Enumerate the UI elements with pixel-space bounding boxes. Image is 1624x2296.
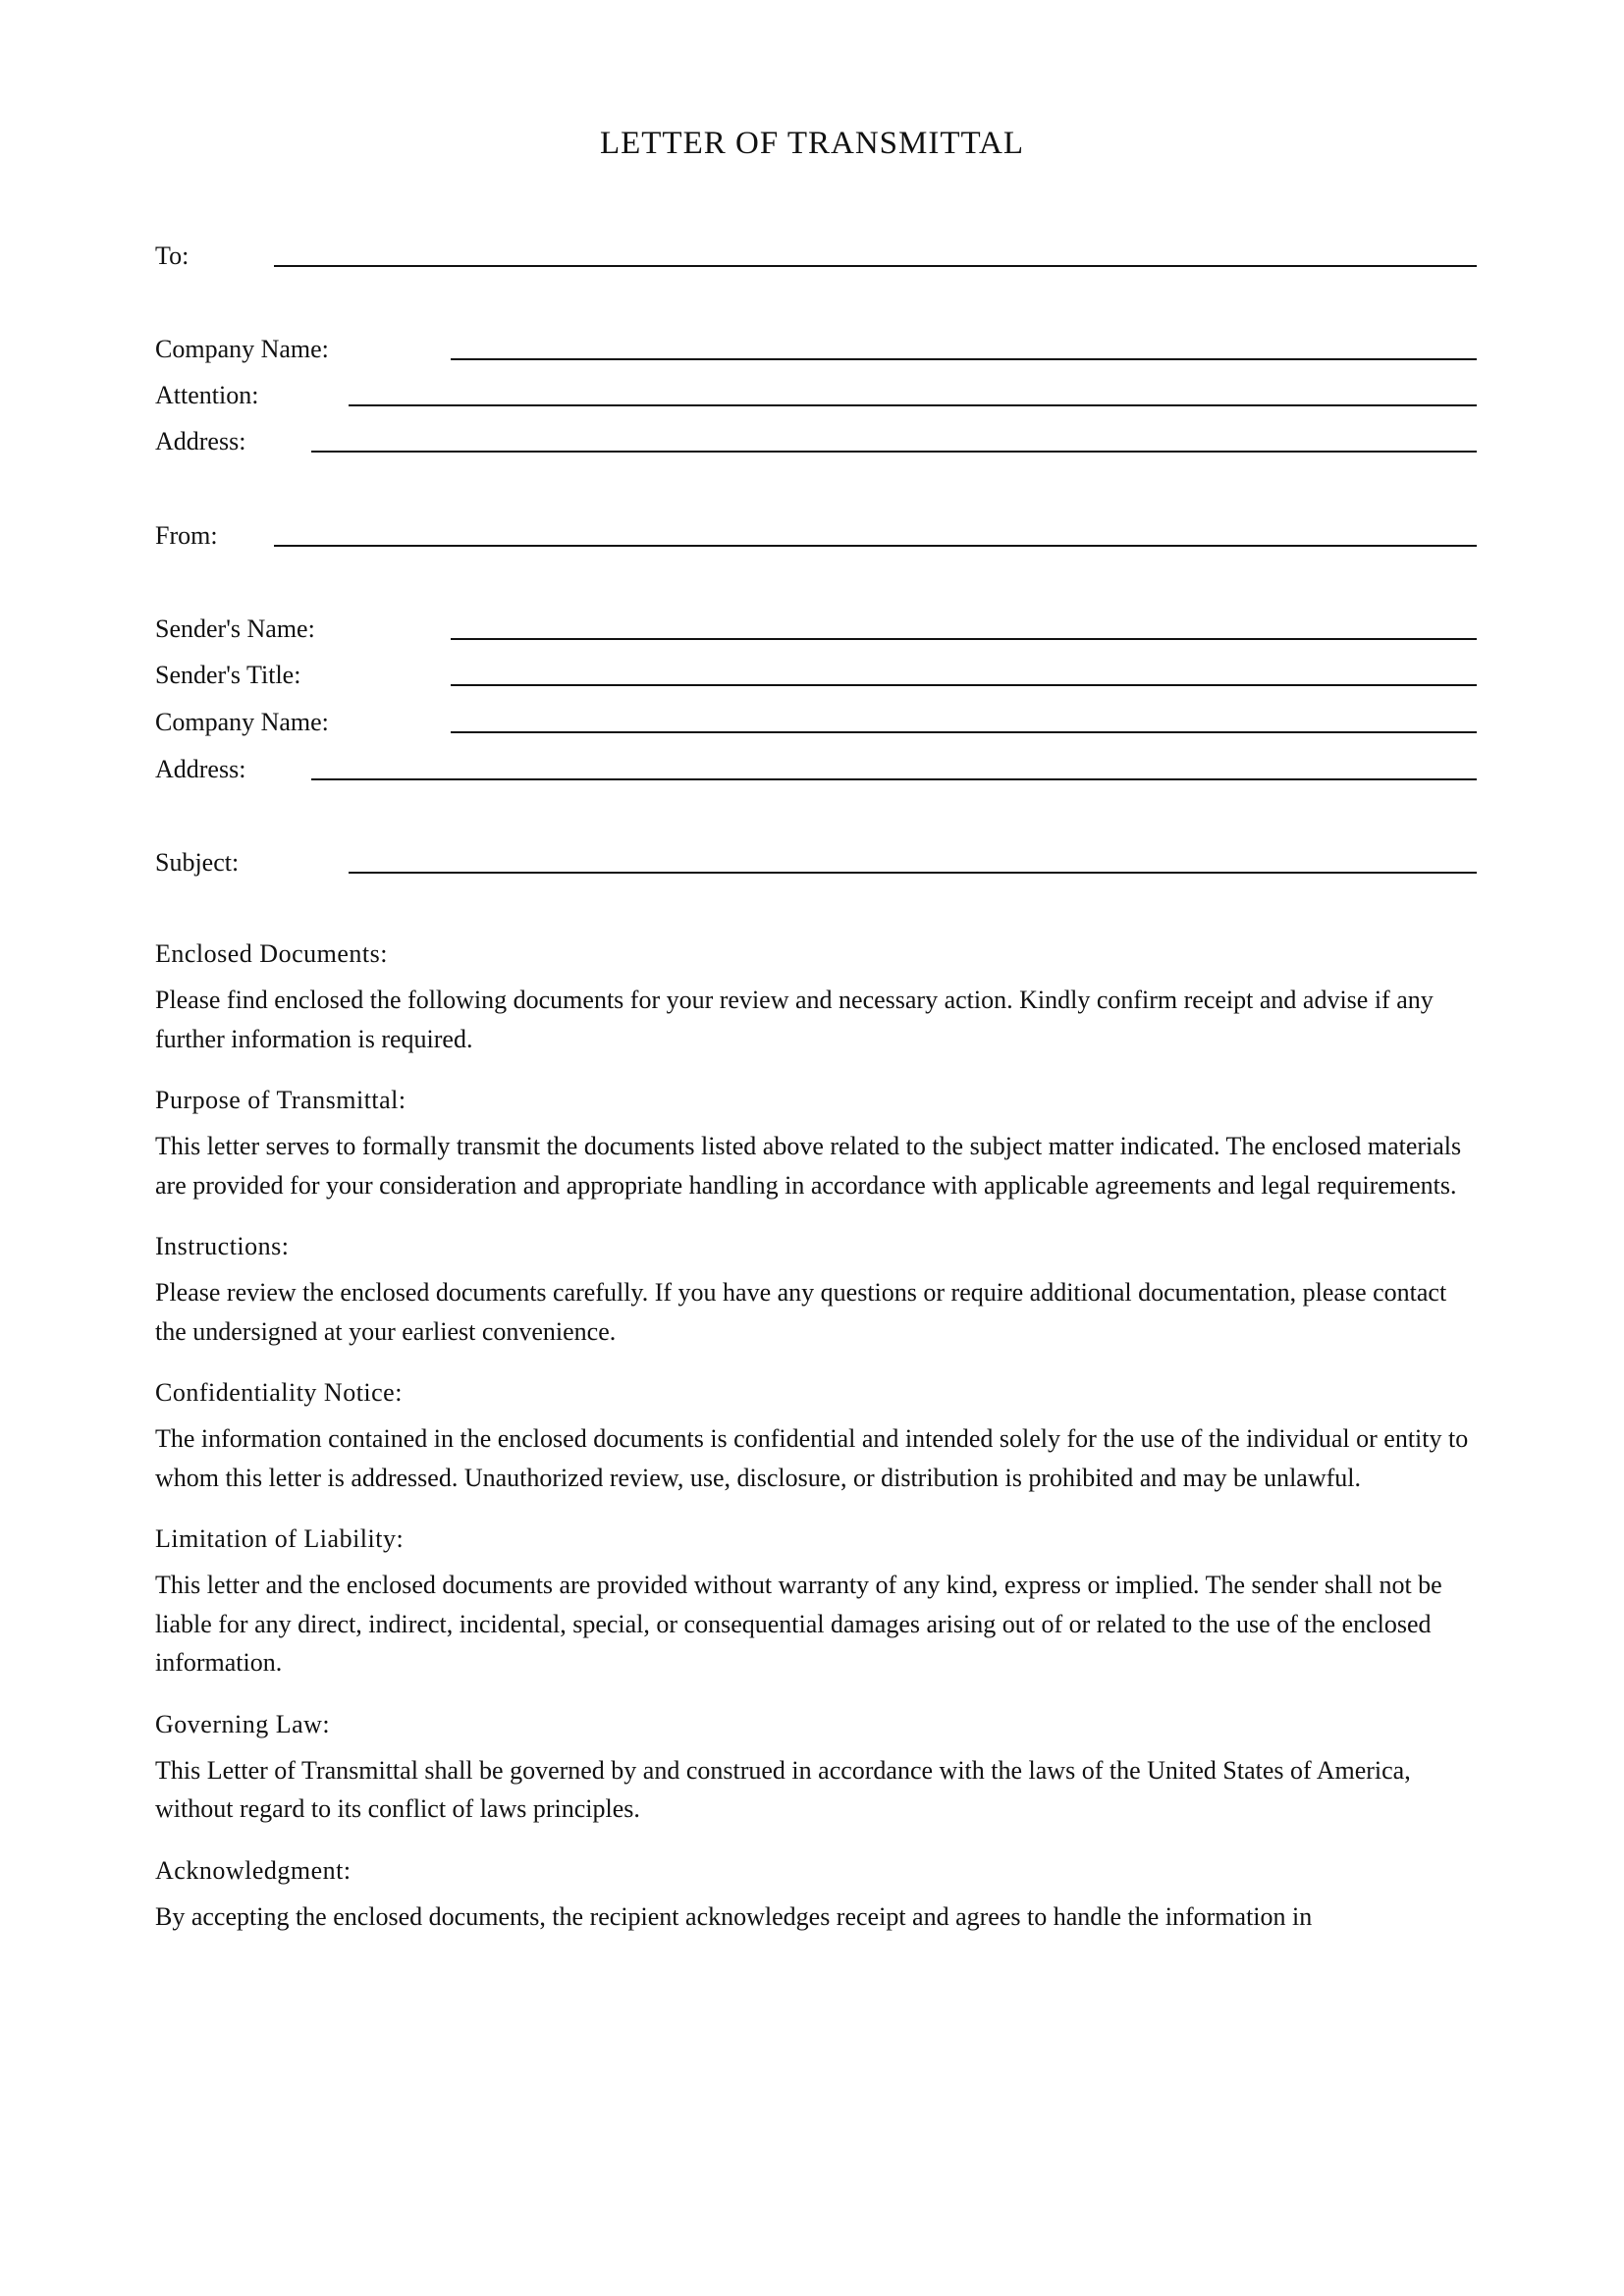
sender-company-field	[155, 702, 1477, 741]
liability-heading: Limitation of Liability:	[155, 1524, 405, 1553]
enclosed-documents-section	[155, 937, 1479, 1058]
instructions-section	[155, 1230, 1479, 1351]
from-line[interactable]	[274, 545, 1477, 547]
confidentiality-section	[155, 1376, 1479, 1497]
sender-title-line[interactable]	[451, 684, 1477, 686]
purpose-section	[155, 1084, 1479, 1204]
sender-name-field	[155, 609, 1477, 648]
acknowledgment-section	[155, 1854, 1479, 1937]
acknowledgment-heading: Acknowledgment:	[155, 1855, 352, 1885]
recipient-company-line[interactable]	[451, 358, 1477, 360]
sender-company-label: Company Name:	[155, 708, 329, 736]
sender-company-line[interactable]	[451, 731, 1477, 733]
acknowledgment-text: By accepting the enclosed documents, the recipient acknowledges receipt and agrees to handle the information in	[155, 1901, 1313, 1931]
governing-law-text: This Letter of Transmittal shall be governed by and construed in accordance with the laws of the United States of America, without regard to its conflict of laws principles.	[155, 1755, 1411, 1823]
from-field	[155, 515, 1477, 555]
purpose-heading: Purpose of Transmittal:	[155, 1086, 406, 1114]
to-field	[155, 236, 1477, 275]
attention-label: Attention:	[155, 381, 259, 409]
subject-field	[155, 842, 1477, 881]
instructions-text: Please review the enclosed documents carefully. If you have any questions or require additional documentation, please contact the undersigned at your earliest convenience.	[155, 1278, 1447, 1346]
instructions-heading: Instructions:	[155, 1232, 290, 1260]
enclosed-documents-text: Please find enclosed the following documents for your review and necessary action. Kindly confirm receipt and advise if any further information is required.	[155, 986, 1434, 1053]
confidentiality-heading: Confidentiality Notice:	[155, 1378, 403, 1407]
recipient-company-field	[155, 329, 1477, 368]
sender-address-label: Address:	[155, 755, 246, 783]
sender-address-line[interactable]	[311, 778, 1477, 780]
to-line[interactable]	[274, 265, 1477, 267]
liability-section	[155, 1522, 1479, 1682]
governing-law-section	[155, 1708, 1479, 1829]
sender-title-label: Sender's Title:	[155, 661, 301, 689]
subject-label: Subject:	[155, 848, 240, 877]
governing-law-heading: Governing Law:	[155, 1709, 331, 1738]
document-title: LETTER OF TRANSMITTAL	[599, 126, 1025, 161]
from-label: From:	[155, 521, 218, 550]
liability-text: This letter and the enclosed documents are provided without warranty of any kind, express or implied. The sender shall not be liable for any direct, indirect, incidental, special, or consequential damages arising out of or related to the use of the enclosed information.	[155, 1571, 1442, 1677]
subject-line[interactable]	[349, 872, 1477, 874]
enclosed-documents-heading: Enclosed Documents:	[155, 939, 388, 968]
sender-name-line[interactable]	[451, 638, 1477, 640]
recipient-company-label: Company Name:	[155, 335, 329, 363]
recipient-address-line[interactable]	[311, 451, 1477, 453]
purpose-text: This letter serves to formally transmit the documents listed above related to the subject matter indicated. The enclosed materials are provided for your consideration and appropriate handling in accordance with applicable agreements and legal requirements.	[155, 1132, 1462, 1200]
recipient-address-label: Address:	[155, 427, 246, 455]
confidentiality-text: The information contained in the enclosed documents is confidential and intended solely for the use of the individual or entity to whom this letter is addressed. Unauthorized review, use, disclosure, or distribution is prohibited and may be unlawful.	[155, 1424, 1469, 1492]
to-label: To:	[155, 241, 189, 270]
sender-name-label: Sender's Name:	[155, 614, 315, 643]
sender-title-field	[155, 655, 1477, 694]
attention-field	[155, 375, 1477, 414]
sender-address-field	[155, 749, 1477, 788]
recipient-address-field	[155, 421, 1477, 460]
letter-sections	[155, 937, 1479, 1961]
attention-line[interactable]	[349, 404, 1477, 406]
